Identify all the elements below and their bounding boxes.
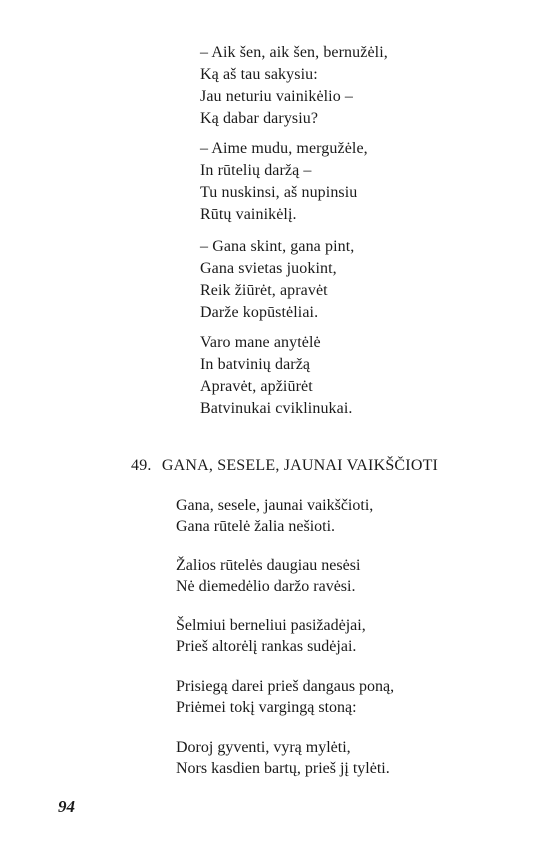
verse-line: Gana rūtelė žalia nešioti. [176, 518, 336, 535]
song-stanza-1 [176, 495, 373, 537]
stanza-1 [200, 42, 388, 130]
verse-line: Gana, sesele, jaunai vaikščioti, [176, 497, 374, 514]
song-stanza-3 [176, 615, 366, 657]
page-number: 94 [58, 797, 75, 816]
song-number: 49. [131, 457, 152, 474]
verse-line: Jau neturiu vainikėlio – [200, 88, 354, 105]
verse-line: Ką aš tau sakysiu: [200, 66, 318, 83]
verse-line: Nė diemedėlio daržo ravėsi. [176, 578, 356, 595]
stanza-2 [200, 138, 368, 226]
verse-line: Rūtų vainikėlį. [200, 206, 297, 223]
verse-line: Tu nuskinsi, aš nupinsiu [200, 184, 358, 201]
song-stanza-4 [176, 676, 394, 718]
stanza-4 [200, 332, 353, 420]
verse-line: Apravėt, apžiūrėt [200, 378, 313, 395]
verse-line: Batvinukai cviklinukai. [200, 400, 353, 417]
verse-line: – Aime mudu, mergužėle, [200, 140, 368, 157]
verse-line: Prisiegą darei prieš dangaus poną, [176, 678, 395, 695]
verse-line: In rūtelių daržą – [200, 162, 312, 179]
verse-line: Nors kasdien bartų, prieš jį tylėti. [176, 760, 390, 777]
song-stanza-5 [176, 737, 390, 779]
verse-line: Priėmei tokį vargingą stoną: [176, 699, 357, 716]
verse-line: Varo mane anytėlė [200, 334, 321, 351]
verse-line: Darže kopūstėliai. [200, 304, 319, 321]
verse-line: Ką dabar darysiu? [200, 110, 319, 127]
song-title: GANA, SESELE, JAUNAI VAIKŠČIOTI [161, 457, 439, 474]
verse-line: – Aik šen, aik šen, bernužėli, [200, 44, 388, 61]
verse-line: – Gana skint, gana pint, [200, 238, 355, 255]
verse-line: Doroj gyventi, vyrą mylėti, [176, 739, 351, 756]
verse-line: In batvinių daržą [200, 356, 311, 373]
verse-line: Žalios rūtelės daugiau nesėsi [176, 557, 361, 574]
song-stanza-2 [176, 555, 360, 597]
verse-line: Gana svietas juokint, [200, 260, 337, 277]
stanza-3 [200, 236, 354, 324]
verse-line: Prieš altorėlį rankas sudėjai. [176, 638, 357, 655]
song-heading [131, 455, 438, 477]
verse-line: Šelmiui berneliui pasižadėjai, [176, 617, 366, 634]
verse-line: Reik žiūrėt, apravėt [200, 282, 328, 299]
